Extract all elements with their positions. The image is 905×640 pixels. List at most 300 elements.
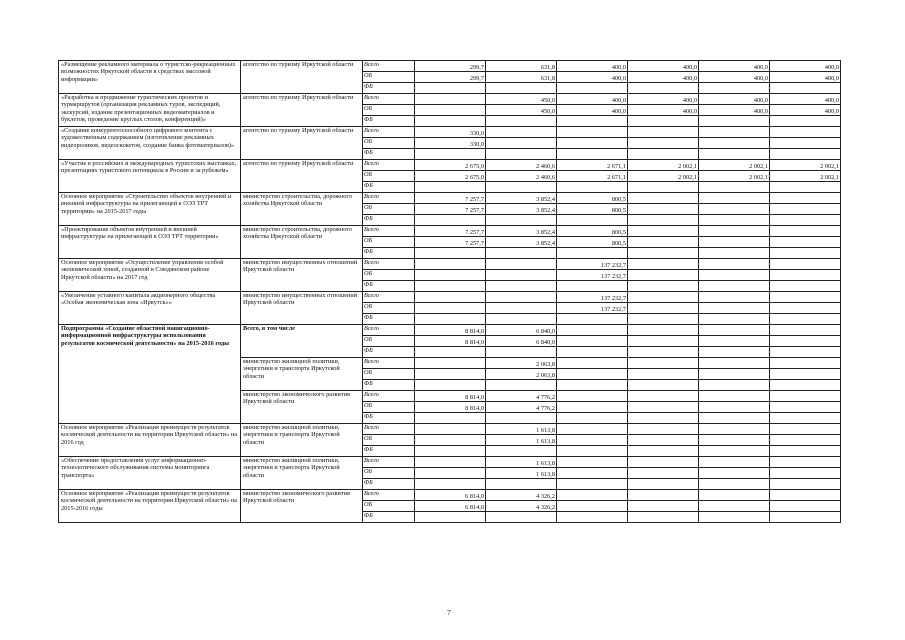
source-cell: ФБ xyxy=(363,149,415,160)
value-cell xyxy=(699,303,770,314)
value-cell xyxy=(770,380,841,391)
value-cell xyxy=(557,490,628,501)
value-cell: 450,0 xyxy=(486,94,557,105)
agency-cell: Всего, в том числе xyxy=(241,325,363,358)
source-cell: ОБ xyxy=(363,369,415,380)
value-cell xyxy=(415,94,486,105)
value-cell: 299,7 xyxy=(415,61,486,72)
value-cell: 2 671,1 xyxy=(557,160,628,171)
value-cell: 6 814,0 xyxy=(415,501,486,512)
measure-description: «Создание конкурентоспособного цифрового контента с художественным содержанием (изготовление рекламных видеороликов, видеосюжетов, создание банка фотоматериалов)» xyxy=(59,127,241,160)
value-cell xyxy=(557,83,628,94)
value-cell xyxy=(628,127,699,138)
value-cell xyxy=(699,468,770,479)
agency-cell: агентство по туризму Иркутской области xyxy=(241,160,363,193)
source-cell: Всего xyxy=(363,424,415,435)
value-cell xyxy=(628,479,699,490)
value-cell: 400,0 xyxy=(628,94,699,105)
value-cell: 330,0 xyxy=(415,127,486,138)
source-cell: ОБ xyxy=(363,270,415,281)
source-cell: Всего xyxy=(363,325,415,336)
value-cell xyxy=(699,512,770,523)
agency-cell: министерство имущественных отношений Иркутской области xyxy=(241,259,363,292)
table-row xyxy=(59,424,841,435)
value-cell xyxy=(628,193,699,204)
value-cell: 400,0 xyxy=(557,105,628,116)
value-cell: 2 002,1 xyxy=(699,160,770,171)
source-cell: Всего xyxy=(363,292,415,303)
value-cell xyxy=(770,303,841,314)
value-cell xyxy=(770,127,841,138)
value-cell xyxy=(486,83,557,94)
value-cell xyxy=(557,336,628,347)
value-cell xyxy=(770,336,841,347)
value-cell xyxy=(415,435,486,446)
value-cell xyxy=(699,193,770,204)
agency-cell: агентство по туризму Иркутской области xyxy=(241,61,363,94)
value-cell: 6 840,0 xyxy=(486,325,557,336)
value-cell xyxy=(699,182,770,193)
value-cell xyxy=(628,138,699,149)
value-cell xyxy=(699,314,770,325)
value-cell xyxy=(770,501,841,512)
value-cell xyxy=(557,446,628,457)
value-cell xyxy=(557,314,628,325)
value-cell xyxy=(699,204,770,215)
table-row xyxy=(59,292,841,303)
value-cell xyxy=(557,380,628,391)
value-cell xyxy=(415,303,486,314)
value-cell xyxy=(770,468,841,479)
value-cell xyxy=(486,446,557,457)
value-cell xyxy=(699,358,770,369)
value-cell xyxy=(415,347,486,358)
table-row xyxy=(59,94,841,105)
value-cell: 400,0 xyxy=(770,105,841,116)
value-cell xyxy=(770,402,841,413)
subprogram-title: Подпрограмма «Создание областной навигационно-информационной инфраструктуры использования результатов космической деятельности» на 2015-2016 годы xyxy=(59,325,241,424)
value-cell xyxy=(486,259,557,270)
table-row xyxy=(59,457,841,468)
value-cell xyxy=(628,292,699,303)
value-cell xyxy=(699,391,770,402)
value-cell xyxy=(486,215,557,226)
measure-description: Основное мероприятие «Строительство объектов внутренней и внешней инфраструктуры на прилегающей к ОЭЗ ТРТ территории» на 2015-2017 годы xyxy=(59,193,241,226)
value-cell xyxy=(770,193,841,204)
value-cell xyxy=(415,380,486,391)
value-cell xyxy=(770,358,841,369)
value-cell xyxy=(699,237,770,248)
value-cell xyxy=(415,215,486,226)
value-cell xyxy=(486,292,557,303)
value-cell: 800,5 xyxy=(557,226,628,237)
value-cell: 2 460,6 xyxy=(486,160,557,171)
value-cell: 2 063,8 xyxy=(486,369,557,380)
value-cell: 400,0 xyxy=(628,105,699,116)
table-row xyxy=(59,61,841,72)
value-cell xyxy=(557,358,628,369)
value-cell xyxy=(699,347,770,358)
source-cell: ФБ xyxy=(363,314,415,325)
value-cell: 400,0 xyxy=(699,72,770,83)
budget-table xyxy=(58,60,841,523)
source-cell: Всего xyxy=(363,61,415,72)
value-cell xyxy=(415,479,486,490)
value-cell xyxy=(770,83,841,94)
value-cell: 400,0 xyxy=(699,61,770,72)
value-cell xyxy=(770,259,841,270)
value-cell: 2 460,6 xyxy=(486,171,557,182)
value-cell xyxy=(486,116,557,127)
value-cell xyxy=(770,270,841,281)
source-cell: ФБ xyxy=(363,182,415,193)
value-cell xyxy=(699,336,770,347)
source-cell: ФБ xyxy=(363,83,415,94)
source-cell: ФБ xyxy=(363,446,415,457)
value-cell: 631,8 xyxy=(486,61,557,72)
value-cell: 4 776,2 xyxy=(486,402,557,413)
value-cell: 2 002,1 xyxy=(770,171,841,182)
measure-description: Основное мероприятие «Реализация преимуществ результатов космической деятельности на территории Иркутской области» на 2016 год xyxy=(59,424,241,457)
value-cell xyxy=(770,182,841,193)
table-row xyxy=(59,259,841,270)
source-cell: ОБ xyxy=(363,72,415,83)
value-cell xyxy=(770,292,841,303)
source-cell: ОБ xyxy=(363,435,415,446)
table-row xyxy=(59,127,841,138)
agency-cell: министерство строительства, дорожного хозяйства Иркутской области xyxy=(241,193,363,226)
value-cell xyxy=(557,325,628,336)
value-cell xyxy=(486,479,557,490)
source-cell: ОБ xyxy=(363,468,415,479)
value-cell: 400,0 xyxy=(557,72,628,83)
value-cell xyxy=(699,149,770,160)
agency-cell: министерство экономического развития Иркутской области xyxy=(241,490,363,523)
value-cell xyxy=(770,424,841,435)
source-cell: ФБ xyxy=(363,512,415,523)
value-cell xyxy=(628,182,699,193)
agency-cell: министерство имущественных отношений Иркутской области xyxy=(241,292,363,325)
source-cell: Всего xyxy=(363,457,415,468)
source-cell: ФБ xyxy=(363,281,415,292)
value-cell xyxy=(415,424,486,435)
source-cell: ФБ xyxy=(363,116,415,127)
value-cell xyxy=(486,413,557,424)
source-cell: ОБ xyxy=(363,204,415,215)
source-cell: Всего xyxy=(363,259,415,270)
agency-cell: министерство жилищной политики, энергетики и транспорта Иркутской области xyxy=(241,457,363,490)
value-cell xyxy=(770,435,841,446)
value-cell xyxy=(770,369,841,380)
value-cell xyxy=(557,391,628,402)
value-cell xyxy=(415,292,486,303)
value-cell xyxy=(699,446,770,457)
value-cell xyxy=(699,479,770,490)
value-cell xyxy=(557,127,628,138)
table-row xyxy=(59,160,841,171)
value-cell xyxy=(557,424,628,435)
value-cell xyxy=(699,248,770,259)
value-cell xyxy=(557,149,628,160)
value-cell: 2 063,8 xyxy=(486,358,557,369)
value-cell xyxy=(699,127,770,138)
value-cell xyxy=(628,270,699,281)
value-cell xyxy=(486,512,557,523)
value-cell xyxy=(415,149,486,160)
value-cell xyxy=(486,380,557,391)
value-cell xyxy=(628,215,699,226)
value-cell xyxy=(699,457,770,468)
value-cell: 1 613,8 xyxy=(486,457,557,468)
value-cell xyxy=(628,237,699,248)
value-cell xyxy=(557,215,628,226)
value-cell xyxy=(628,204,699,215)
value-cell xyxy=(486,127,557,138)
value-cell: 137 232,7 xyxy=(557,259,628,270)
value-cell: 7 257,7 xyxy=(415,193,486,204)
measure-description: Основное мероприятие «Осуществление управления особой экономической зоной, созданной в Слюдянском районе Иркутской области» на 2017 год xyxy=(59,259,241,292)
value-cell xyxy=(486,138,557,149)
value-cell xyxy=(415,512,486,523)
source-cell: ФБ xyxy=(363,248,415,259)
value-cell xyxy=(557,435,628,446)
value-cell xyxy=(770,413,841,424)
value-cell: 2 002,1 xyxy=(628,160,699,171)
value-cell xyxy=(415,281,486,292)
value-cell xyxy=(415,270,486,281)
value-cell xyxy=(770,391,841,402)
value-cell: 400,0 xyxy=(770,72,841,83)
value-cell xyxy=(486,314,557,325)
value-cell xyxy=(486,281,557,292)
value-cell xyxy=(770,446,841,457)
value-cell: 400,0 xyxy=(557,61,628,72)
value-cell xyxy=(770,237,841,248)
source-cell: Всего xyxy=(363,490,415,501)
value-cell xyxy=(557,281,628,292)
value-cell xyxy=(699,402,770,413)
value-cell xyxy=(770,325,841,336)
value-cell: 7 257,7 xyxy=(415,226,486,237)
value-cell xyxy=(628,369,699,380)
value-cell xyxy=(699,270,770,281)
value-cell: 400,0 xyxy=(699,105,770,116)
value-cell xyxy=(415,358,486,369)
value-cell: 7 257,7 xyxy=(415,237,486,248)
value-cell xyxy=(699,325,770,336)
value-cell: 400,0 xyxy=(770,61,841,72)
value-cell: 800,5 xyxy=(557,193,628,204)
value-cell: 1 613,8 xyxy=(486,468,557,479)
value-cell xyxy=(557,116,628,127)
source-cell: ОБ xyxy=(363,138,415,149)
value-cell xyxy=(628,457,699,468)
source-cell: Всего xyxy=(363,127,415,138)
value-cell xyxy=(628,149,699,160)
value-cell xyxy=(699,138,770,149)
value-cell xyxy=(415,182,486,193)
source-cell: ОБ xyxy=(363,303,415,314)
value-cell xyxy=(415,116,486,127)
value-cell xyxy=(557,369,628,380)
value-cell xyxy=(486,303,557,314)
source-cell: Всего xyxy=(363,193,415,204)
value-cell: 137 232,7 xyxy=(557,292,628,303)
source-cell: ОБ xyxy=(363,105,415,116)
value-cell xyxy=(486,347,557,358)
source-cell: ФБ xyxy=(363,347,415,358)
value-cell xyxy=(770,149,841,160)
source-cell: ФБ xyxy=(363,215,415,226)
measure-description: Основное мероприятие «Реализация преимуществ результатов космической деятельности на территории Иркутской области» на 2015-2016 годы xyxy=(59,490,241,523)
value-cell: 3 852,4 xyxy=(486,193,557,204)
value-cell xyxy=(699,259,770,270)
value-cell: 6 814,0 xyxy=(415,490,486,501)
value-cell: 2 671,1 xyxy=(557,171,628,182)
value-cell: 450,0 xyxy=(486,105,557,116)
table-row xyxy=(59,325,841,336)
value-cell xyxy=(486,270,557,281)
measure-description: «Размещение рекламного материала о туристско-рекреационных возможностях Иркутской области в средствах массовой информации» xyxy=(59,61,241,94)
value-cell xyxy=(770,457,841,468)
value-cell: 8 814,0 xyxy=(415,402,486,413)
value-cell xyxy=(770,138,841,149)
value-cell xyxy=(628,490,699,501)
measure-description: «Обеспечение предоставления услуг информационно-технологического обслуживания системы мониторинга транспорта» xyxy=(59,457,241,490)
value-cell xyxy=(415,314,486,325)
value-cell xyxy=(699,215,770,226)
value-cell xyxy=(628,512,699,523)
table-row xyxy=(59,226,841,237)
value-cell xyxy=(557,402,628,413)
source-cell: Всего xyxy=(363,358,415,369)
agency-cell: министерство экономического развития Иркутской области xyxy=(241,391,363,424)
value-cell: 2 002,1 xyxy=(628,171,699,182)
value-cell xyxy=(415,105,486,116)
source-cell: ОБ xyxy=(363,171,415,182)
value-cell xyxy=(628,248,699,259)
value-cell xyxy=(415,83,486,94)
value-cell xyxy=(628,116,699,127)
value-cell: 4 776,2 xyxy=(486,391,557,402)
value-cell xyxy=(557,479,628,490)
value-cell xyxy=(557,347,628,358)
source-cell: ОБ xyxy=(363,336,415,347)
source-cell: Всего xyxy=(363,391,415,402)
value-cell: 1 613,8 xyxy=(486,424,557,435)
measure-description: «Проектирование объектов внутренней и внешней инфраструктуры на прилегающей к ОЭЗ ТРТ территории» xyxy=(59,226,241,259)
table-row xyxy=(59,490,841,501)
value-cell: 400,0 xyxy=(699,94,770,105)
value-cell xyxy=(628,226,699,237)
value-cell xyxy=(628,413,699,424)
value-cell: 330,0 xyxy=(415,138,486,149)
value-cell xyxy=(770,281,841,292)
value-cell: 800,5 xyxy=(557,204,628,215)
value-cell xyxy=(415,369,486,380)
value-cell xyxy=(770,490,841,501)
value-cell xyxy=(699,413,770,424)
value-cell: 6 840,0 xyxy=(486,336,557,347)
value-cell xyxy=(628,380,699,391)
value-cell xyxy=(415,248,486,259)
value-cell xyxy=(770,116,841,127)
value-cell xyxy=(699,292,770,303)
value-cell xyxy=(415,413,486,424)
value-cell xyxy=(699,369,770,380)
value-cell xyxy=(557,501,628,512)
value-cell: 4 326,2 xyxy=(486,490,557,501)
value-cell: 400,0 xyxy=(770,94,841,105)
value-cell: 8 814,0 xyxy=(415,391,486,402)
value-cell: 2 675,0 xyxy=(415,160,486,171)
page-number: 7 xyxy=(447,608,451,617)
value-cell: 137 232,7 xyxy=(557,303,628,314)
agency-cell: министерство жилищной политики, энергетики и транспорта Иркутской области xyxy=(241,358,363,391)
value-cell xyxy=(699,83,770,94)
value-cell xyxy=(557,468,628,479)
value-cell xyxy=(699,380,770,391)
value-cell: 4 326,2 xyxy=(486,501,557,512)
measure-description: «Увеличение уставного капитала акционерного общества «Особая экономическая зона «Иркутск»» xyxy=(59,292,241,325)
value-cell xyxy=(628,281,699,292)
value-cell xyxy=(557,413,628,424)
source-cell: Всего xyxy=(363,160,415,171)
value-cell xyxy=(628,402,699,413)
value-cell: 400,0 xyxy=(628,72,699,83)
source-cell: Всего xyxy=(363,94,415,105)
value-cell: 2 675,0 xyxy=(415,171,486,182)
agency-cell: министерство строительства, дорожного хозяйства Иркутской области xyxy=(241,226,363,259)
value-cell xyxy=(557,138,628,149)
agency-cell: министерство жилищной политики, энергетики и транспорта Иркутской области xyxy=(241,424,363,457)
value-cell: 400,0 xyxy=(628,61,699,72)
value-cell xyxy=(557,182,628,193)
value-cell xyxy=(628,347,699,358)
value-cell xyxy=(699,281,770,292)
value-cell: 400,0 xyxy=(557,94,628,105)
value-cell xyxy=(415,468,486,479)
value-cell: 299,7 xyxy=(415,72,486,83)
value-cell xyxy=(628,391,699,402)
value-cell xyxy=(557,512,628,523)
value-cell xyxy=(557,248,628,259)
value-cell xyxy=(770,512,841,523)
value-cell xyxy=(486,149,557,160)
value-cell xyxy=(628,259,699,270)
source-cell: Всего xyxy=(363,226,415,237)
value-cell xyxy=(628,314,699,325)
value-cell: 1 613,8 xyxy=(486,435,557,446)
value-cell: 8 814,0 xyxy=(415,325,486,336)
value-cell: 7 257,7 xyxy=(415,204,486,215)
value-cell: 631,8 xyxy=(486,72,557,83)
value-cell xyxy=(699,435,770,446)
value-cell xyxy=(628,468,699,479)
source-cell: ФБ xyxy=(363,380,415,391)
measure-description: «Участие в российских и международных туристских выставках, презентациях туристского потенциала в России и за рубежом» xyxy=(59,160,241,193)
value-cell xyxy=(415,259,486,270)
source-cell: ОБ xyxy=(363,501,415,512)
value-cell: 800,5 xyxy=(557,237,628,248)
value-cell: 2 002,1 xyxy=(699,171,770,182)
value-cell xyxy=(628,501,699,512)
value-cell xyxy=(628,336,699,347)
source-cell: ФБ xyxy=(363,413,415,424)
value-cell xyxy=(557,457,628,468)
value-cell: 3 852,4 xyxy=(486,226,557,237)
value-cell: 3 852,4 xyxy=(486,204,557,215)
